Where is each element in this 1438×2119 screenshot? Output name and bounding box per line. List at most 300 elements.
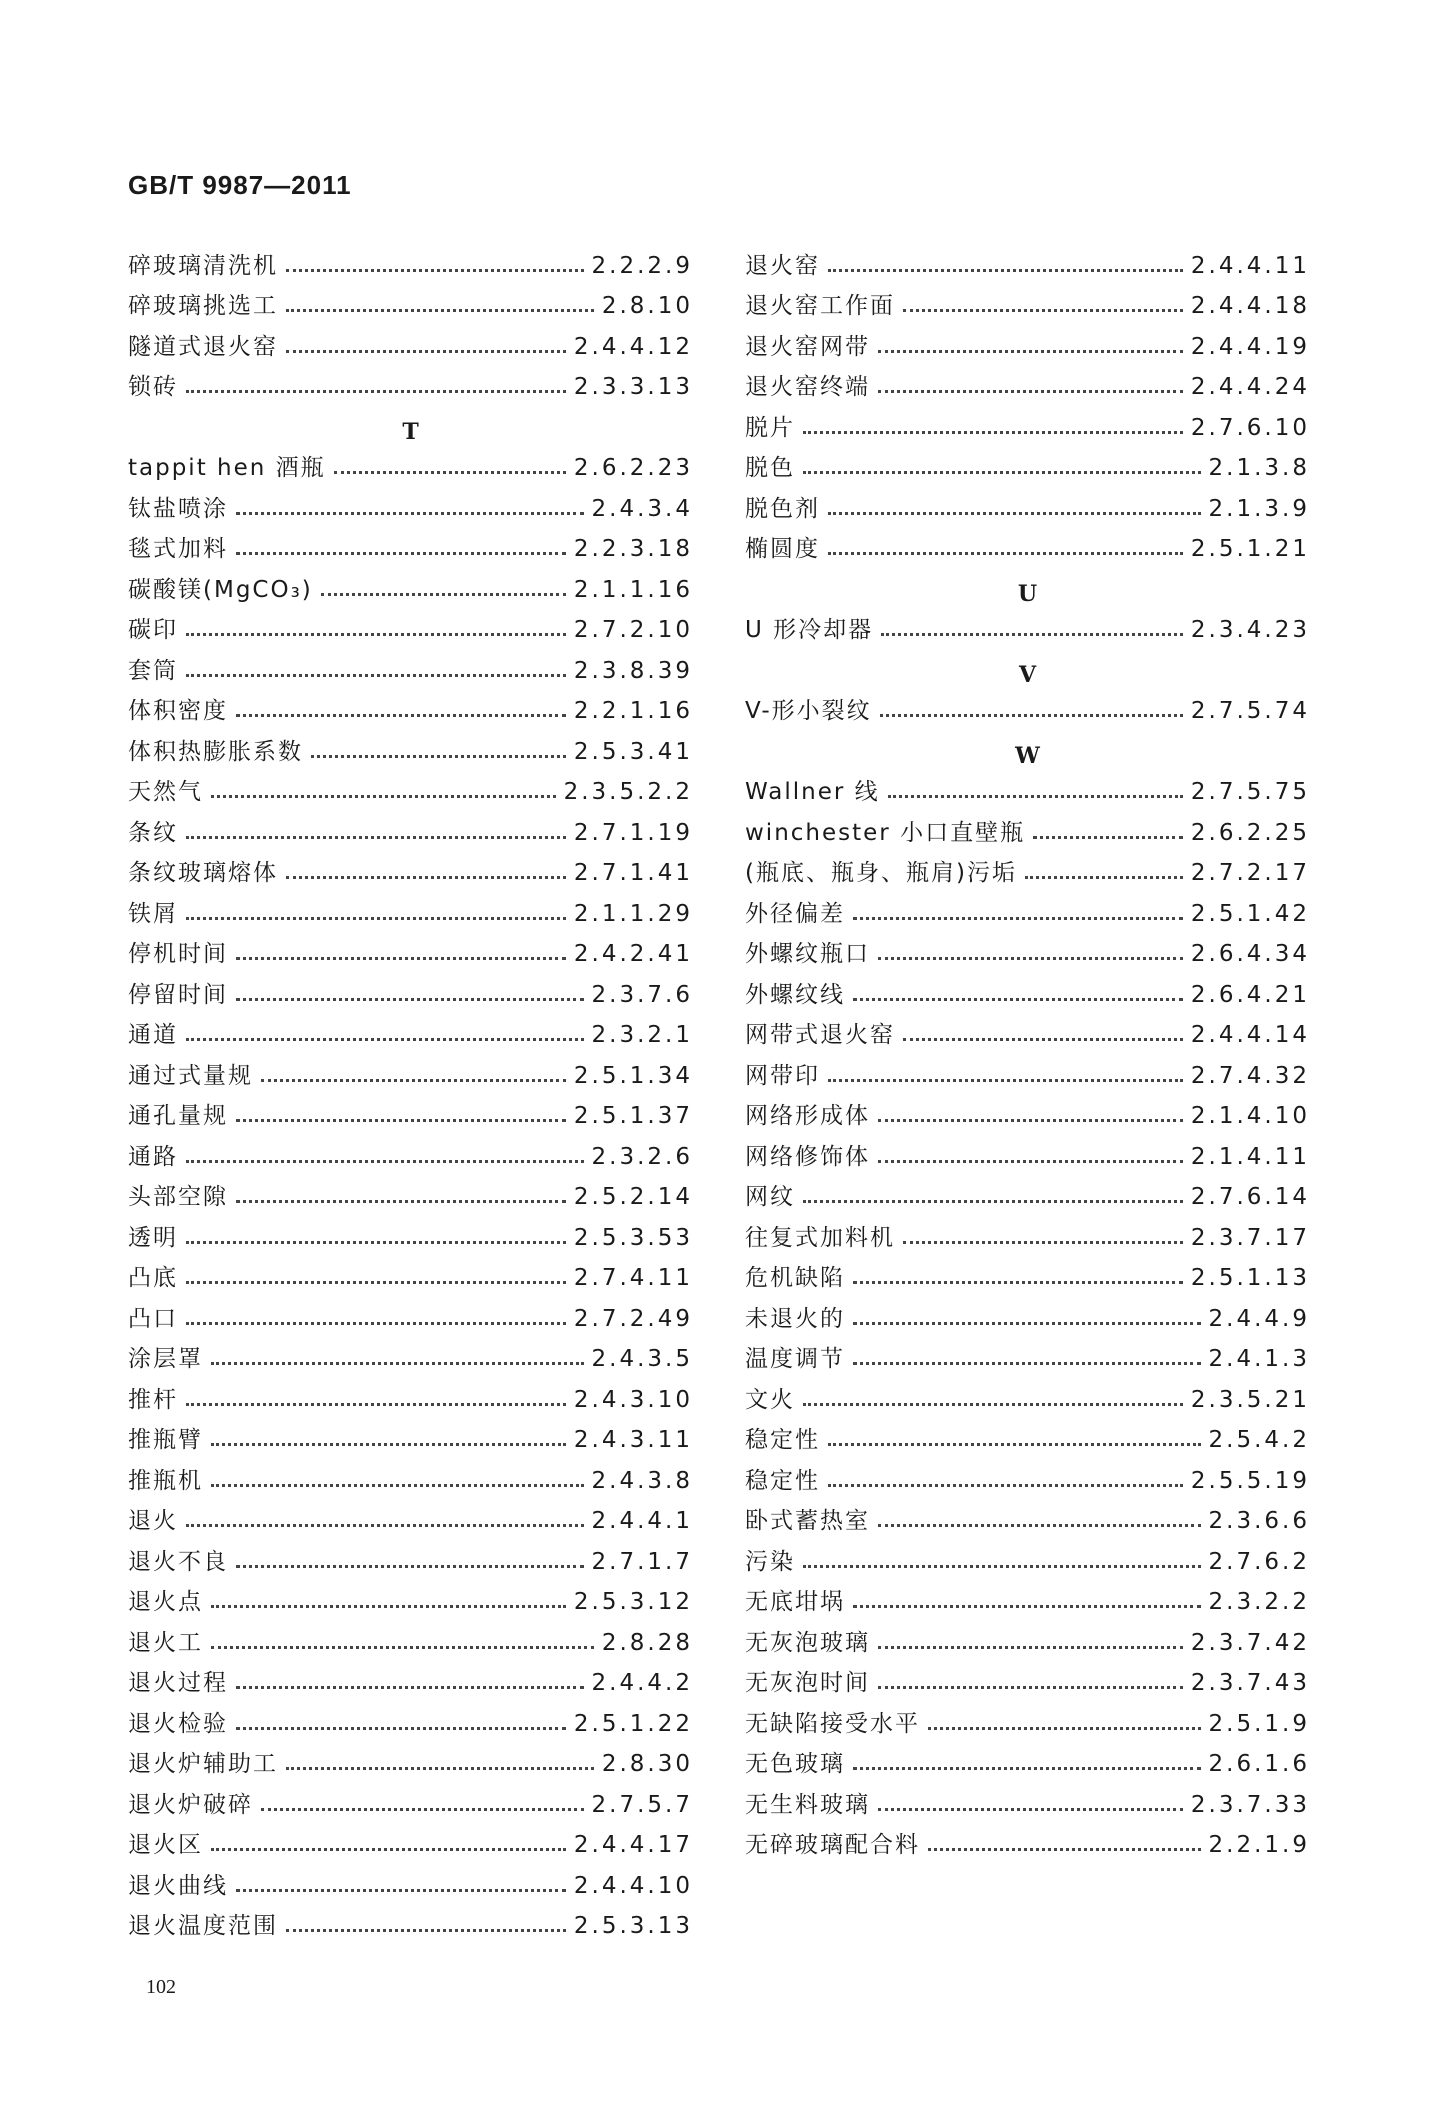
- index-term: 毯式加料: [128, 536, 228, 562]
- dot-leader: [828, 511, 1201, 515]
- clause-number: 2.3.4.23: [1190, 617, 1310, 643]
- index-term: 脱片: [745, 414, 795, 441]
- clause-number: 2.7.1.41: [573, 860, 693, 886]
- index-term: 文火: [745, 1386, 795, 1413]
- index-entry: [745, 321, 1310, 362]
- clause-number: 2.2.3.18: [573, 536, 693, 562]
- clause-number: 2.5.3.13: [573, 1913, 693, 1939]
- clause-number: 2.7.1.19: [573, 819, 693, 846]
- index-term: 通过式量规: [128, 1062, 253, 1089]
- dot-leader: [853, 1321, 1201, 1325]
- dot-leader: [186, 835, 566, 839]
- dot-leader: [888, 794, 1183, 798]
- index-entry: [128, 362, 693, 403]
- index-entry: [745, 483, 1310, 524]
- index-entry: [128, 483, 693, 524]
- index-entry: [745, 1253, 1310, 1294]
- clause-number: 2.8.10: [601, 293, 693, 319]
- clause-number: 2.7.4.11: [573, 1265, 693, 1291]
- dot-leader: [236, 511, 584, 515]
- index-entry: [745, 1536, 1310, 1577]
- index-term: winchester 小口直壁瓶: [745, 819, 1026, 846]
- index-column-right: [745, 240, 1310, 1860]
- dot-leader: [186, 1037, 584, 1041]
- dot-leader: [236, 551, 566, 555]
- dot-leader: [236, 956, 566, 960]
- index-entry: [128, 645, 693, 686]
- index-column-left: [128, 240, 693, 1941]
- dot-leader: [286, 268, 584, 272]
- clause-number: 2.4.1.3: [1208, 1346, 1310, 1372]
- dot-leader: [311, 754, 566, 758]
- index-term: 凸口: [128, 1305, 178, 1332]
- dot-leader: [186, 1240, 566, 1244]
- dot-leader: [903, 1240, 1183, 1244]
- index-entry: [745, 1617, 1310, 1658]
- index-term: 退火: [128, 1508, 178, 1534]
- dot-leader: [286, 1928, 566, 1932]
- dot-leader: [853, 916, 1183, 920]
- index-entry: [128, 848, 693, 889]
- index-term: V-形小裂纹: [745, 698, 872, 724]
- clause-number: 2.3.2.1: [591, 1022, 693, 1048]
- clause-number: 2.7.5.74: [1190, 698, 1310, 724]
- index-entry: [745, 1050, 1310, 1091]
- index-entry: [128, 767, 693, 808]
- clause-number: 2.4.3.8: [591, 1467, 693, 1494]
- index-term: 退火温度范围: [128, 1913, 278, 1939]
- dot-leader: [1025, 875, 1183, 879]
- clause-number: 2.7.5.7: [591, 1791, 693, 1818]
- dot-leader: [186, 1402, 566, 1406]
- clause-number: 2.5.5.19: [1190, 1467, 1310, 1494]
- index-entry: [745, 888, 1310, 929]
- index-term: U 形冷却器: [745, 617, 874, 643]
- index-entry: [745, 281, 1310, 322]
- index-entry: [745, 402, 1310, 443]
- clause-number: 2.7.2.17: [1190, 860, 1310, 886]
- clause-number: 2.3.7.42: [1190, 1629, 1310, 1656]
- dot-leader: [186, 1523, 584, 1527]
- clause-number: 2.3.2.6: [591, 1143, 693, 1170]
- index-entry: [745, 969, 1310, 1010]
- dot-leader: [803, 1199, 1183, 1203]
- clause-number: 2.2.1.9: [1208, 1832, 1310, 1858]
- index-entry: [128, 1172, 693, 1213]
- index-term: 退火过程: [128, 1670, 228, 1696]
- index-entry: [745, 1658, 1310, 1699]
- index-term: 碳印: [128, 617, 178, 643]
- clause-number: 2.4.4.18: [1190, 293, 1310, 319]
- index-entry: [128, 1374, 693, 1415]
- clause-number: 2.1.1.29: [573, 900, 693, 927]
- clause-number: 2.1.3.8: [1208, 455, 1310, 481]
- index-term: Wallner 线: [745, 779, 880, 805]
- clause-number: 2.2.2.9: [591, 252, 693, 279]
- index-term: 退火窑: [745, 252, 820, 279]
- clause-number: 2.5.3.12: [573, 1589, 693, 1615]
- dot-leader: [211, 794, 556, 798]
- clause-number: 2.3.3.13: [573, 374, 693, 400]
- dot-leader: [211, 1604, 566, 1608]
- clause-number: 2.4.3.11: [573, 1427, 693, 1453]
- index-term: 椭圆度: [745, 536, 820, 562]
- dot-leader: [828, 1078, 1183, 1082]
- index-entry: [745, 1091, 1310, 1132]
- clause-number: 2.6.2.23: [573, 455, 693, 481]
- index-entry: [745, 1820, 1310, 1861]
- index-entry: [128, 281, 693, 322]
- dot-leader: [878, 1645, 1183, 1649]
- index-term: 头部空隙: [128, 1184, 228, 1210]
- dot-leader: [853, 1766, 1201, 1770]
- dot-leader: [903, 308, 1183, 312]
- dot-leader: [878, 956, 1183, 960]
- index-term: 未退火的: [745, 1305, 845, 1332]
- dot-leader: [853, 1604, 1201, 1608]
- dot-leader: [286, 349, 566, 353]
- clause-number: 2.1.1.16: [573, 576, 693, 603]
- index-term: 退火不良: [128, 1548, 228, 1575]
- index-entry: [128, 1293, 693, 1334]
- index-term: 通道: [128, 1022, 178, 1048]
- index-entry: [745, 1374, 1310, 1415]
- clause-number: 2.6.4.21: [1190, 981, 1310, 1008]
- index-entry: [128, 1860, 693, 1901]
- page-number: 102: [146, 1976, 176, 1998]
- index-term: 推瓶机: [128, 1467, 203, 1494]
- index-entry: [128, 969, 693, 1010]
- dot-leader: [286, 1766, 594, 1770]
- index-entry: [745, 1455, 1310, 1496]
- dot-leader: [211, 1645, 594, 1649]
- clause-number: 2.4.2.41: [573, 941, 693, 967]
- index-term: 退火检验: [128, 1710, 228, 1737]
- clause-number: 2.3.7.17: [1190, 1224, 1310, 1251]
- index-entry: [128, 1334, 693, 1375]
- index-term: 退火窑工作面: [745, 293, 895, 319]
- index-entry: [128, 1658, 693, 1699]
- clause-number: 2.6.1.6: [1208, 1751, 1310, 1777]
- index-term: 体积密度: [128, 698, 228, 724]
- index-entry: [745, 240, 1310, 281]
- index-entry: [745, 362, 1310, 403]
- clause-number: 2.1.4.10: [1190, 1103, 1310, 1129]
- dot-leader: [878, 389, 1183, 393]
- page-header: GB/T 9987—2011: [128, 170, 352, 200]
- dot-leader: [261, 1078, 566, 1082]
- dot-leader: [1033, 835, 1183, 839]
- dot-leader: [236, 1726, 566, 1730]
- dot-leader: [828, 1483, 1183, 1487]
- dot-leader: [211, 1442, 566, 1446]
- clause-number: 2.4.4.14: [1190, 1022, 1310, 1048]
- index-entry: [745, 1293, 1310, 1334]
- index-term: 铁屑: [128, 900, 178, 927]
- index-entry: [745, 1131, 1310, 1172]
- index-term: 天然气: [128, 779, 203, 805]
- index-entry: [128, 605, 693, 646]
- clause-number: 2.3.8.39: [573, 657, 693, 684]
- index-term: 套筒: [128, 657, 178, 684]
- clause-number: 2.4.4.2: [591, 1670, 693, 1696]
- clause-number: 2.7.2.10: [573, 617, 693, 643]
- index-term: 污染: [745, 1548, 795, 1575]
- index-term: 锁砖: [128, 374, 178, 400]
- dot-leader: [853, 1280, 1183, 1284]
- index-term: 卧式蓄热室: [745, 1508, 870, 1534]
- dot-leader: [881, 632, 1183, 636]
- dot-leader: [236, 1564, 584, 1568]
- clause-number: 2.7.6.14: [1190, 1184, 1310, 1210]
- index-entry: [128, 1212, 693, 1253]
- index-entry: [128, 726, 693, 767]
- clause-number: 2.4.4.12: [573, 333, 693, 360]
- index-entry: [128, 1901, 693, 1942]
- dot-leader: [186, 1280, 566, 1284]
- index-term: 稳定性: [745, 1427, 820, 1453]
- index-entry: [128, 443, 693, 484]
- dot-leader: [236, 713, 566, 717]
- index-entry: [128, 1698, 693, 1739]
- index-entry: [128, 1779, 693, 1820]
- index-entry: [128, 564, 693, 605]
- index-term: 停留时间: [128, 981, 228, 1008]
- index-entry: [745, 807, 1310, 848]
- index-term: 退火曲线: [128, 1872, 228, 1899]
- index-entry: [128, 524, 693, 565]
- index-term: 推杆: [128, 1386, 178, 1413]
- clause-number: 2.4.3.10: [573, 1386, 693, 1413]
- dot-leader: [211, 1847, 566, 1851]
- index-term: (瓶底、瓶身、瓶肩)污垢: [745, 860, 1017, 886]
- index-term: 外径偏差: [745, 900, 845, 927]
- index-term: 温度调节: [745, 1346, 845, 1372]
- index-term: 退火窑网带: [745, 333, 870, 360]
- dot-leader: [878, 1159, 1183, 1163]
- dot-leader: [878, 1523, 1201, 1527]
- index-entry: [128, 1496, 693, 1537]
- clause-number: 2.5.1.21: [1190, 536, 1310, 562]
- index-term: 退火窑终端: [745, 374, 870, 400]
- clause-number: 2.4.4.9: [1208, 1305, 1310, 1332]
- dot-leader: [828, 268, 1183, 272]
- dot-leader: [236, 1685, 584, 1689]
- index-entry: [128, 1131, 693, 1172]
- clause-number: 2.7.5.75: [1190, 779, 1310, 805]
- index-term: 体积热膨胀系数: [128, 738, 303, 765]
- clause-number: 2.7.1.7: [591, 1548, 693, 1575]
- index-term: 外螺纹瓶口: [745, 941, 870, 967]
- clause-number: 2.5.1.37: [573, 1103, 693, 1129]
- clause-number: 2.7.4.32: [1190, 1062, 1310, 1089]
- clause-number: 2.4.4.19: [1190, 333, 1310, 360]
- index-term: 退火区: [128, 1832, 203, 1858]
- index-entry: [128, 1415, 693, 1456]
- dot-leader: [211, 1483, 584, 1487]
- index-term: 通孔量规: [128, 1103, 228, 1129]
- dot-leader: [803, 430, 1183, 434]
- index-term: 脱色: [745, 455, 795, 481]
- dot-leader: [286, 308, 594, 312]
- index-term: 退火工: [128, 1629, 203, 1656]
- dot-leader: [186, 1321, 566, 1325]
- dot-leader: [803, 1564, 1201, 1568]
- dot-leader: [803, 470, 1201, 474]
- clause-number: 2.5.1.9: [1208, 1710, 1310, 1737]
- index-term: 推瓶臂: [128, 1427, 203, 1453]
- clause-number: 2.3.5.2.2: [563, 779, 693, 805]
- clause-number: 2.5.4.2: [1208, 1427, 1310, 1453]
- index-entry: [745, 605, 1310, 646]
- index-term: 无生料玻璃: [745, 1791, 870, 1818]
- clause-number: 2.4.4.1: [591, 1508, 693, 1534]
- index-term: 网纹: [745, 1184, 795, 1210]
- index-entry: [128, 807, 693, 848]
- index-entry: [128, 1617, 693, 1658]
- dot-leader: [853, 997, 1183, 1001]
- index-entry: [745, 1577, 1310, 1618]
- index-entry: [128, 686, 693, 727]
- index-entry: [128, 1050, 693, 1091]
- index-term: 稳定性: [745, 1467, 820, 1494]
- section-letter: W: [1015, 743, 1040, 769]
- clause-number: 2.4.4.11: [1190, 252, 1310, 279]
- index-entry: [745, 1779, 1310, 1820]
- index-term: 凸底: [128, 1265, 178, 1291]
- dot-leader: [928, 1847, 1201, 1851]
- index-term: 无缺陷接受水平: [745, 1710, 920, 1737]
- clause-number: 2.5.1.42: [1190, 900, 1310, 927]
- clause-number: 2.4.4.17: [573, 1832, 693, 1858]
- clause-number: 2.5.3.53: [573, 1224, 693, 1251]
- dot-leader: [878, 1118, 1183, 1122]
- index-entry: [745, 1172, 1310, 1213]
- clause-number: 2.3.6.6: [1208, 1508, 1310, 1534]
- index-entry: [745, 1334, 1310, 1375]
- index-term: 隧道式退火窑: [128, 333, 278, 360]
- index-term: 无灰泡时间: [745, 1670, 870, 1696]
- index-term: 透明: [128, 1224, 178, 1251]
- index-term: 危机缺陷: [745, 1265, 845, 1291]
- dot-leader: [878, 1807, 1183, 1811]
- index-term: tappit hen 酒瓶: [128, 455, 326, 481]
- dot-leader: [261, 1807, 584, 1811]
- index-entry: [128, 1010, 693, 1051]
- clause-number: 2.7.6.2: [1208, 1548, 1310, 1575]
- index-entry: [128, 1820, 693, 1861]
- index-entry: [128, 321, 693, 362]
- index-term: 停机时间: [128, 941, 228, 967]
- clause-number: 2.6.4.34: [1190, 941, 1310, 967]
- index-term: 退火点: [128, 1589, 203, 1615]
- index-entry: [128, 1536, 693, 1577]
- index-entry: [745, 1739, 1310, 1780]
- index-entry: [128, 1739, 693, 1780]
- clause-number: 2.5.1.13: [1190, 1265, 1310, 1291]
- dot-leader: [903, 1037, 1183, 1041]
- dot-leader: [186, 1159, 584, 1163]
- clause-number: 2.6.2.25: [1190, 819, 1310, 846]
- clause-number: 2.3.7.43: [1190, 1670, 1310, 1696]
- index-entry: [128, 1455, 693, 1496]
- index-entry: [128, 1253, 693, 1294]
- clause-number: 2.1.4.11: [1190, 1143, 1310, 1170]
- index-entry: [745, 1496, 1310, 1537]
- index-term: 网络形成体: [745, 1103, 870, 1129]
- index-entry: [128, 929, 693, 970]
- index-term: 脱色剂: [745, 495, 820, 522]
- dot-leader: [928, 1726, 1201, 1730]
- dot-leader: [236, 1888, 566, 1892]
- index-term: 网带印: [745, 1062, 820, 1089]
- index-entry: [745, 929, 1310, 970]
- index-term: 涂层罩: [128, 1346, 203, 1372]
- index-term: 碎玻璃清洗机: [128, 252, 278, 279]
- clause-number: 2.5.3.41: [573, 738, 693, 765]
- index-entry: [128, 1577, 693, 1618]
- dot-leader: [211, 1361, 584, 1365]
- index-term: 钛盐喷涂: [128, 495, 228, 522]
- index-entry: [745, 1415, 1310, 1456]
- index-entry: [128, 240, 693, 281]
- clause-number: 2.4.3.4: [591, 495, 693, 522]
- index-entry: [745, 767, 1310, 808]
- clause-number: 2.5.1.34: [573, 1062, 693, 1089]
- index-term: 退火炉破碎: [128, 1791, 253, 1818]
- index-term: 通路: [128, 1143, 178, 1170]
- index-term: 网带式退火窑: [745, 1022, 895, 1048]
- dot-leader: [236, 1118, 566, 1122]
- index-term: 条纹: [128, 819, 178, 846]
- clause-number: 2.4.4.24: [1190, 374, 1310, 400]
- index-term: 退火炉辅助工: [128, 1751, 278, 1777]
- dot-leader: [803, 1402, 1183, 1406]
- dot-leader: [334, 470, 566, 474]
- index-entry: [128, 1091, 693, 1132]
- index-entry: [745, 1698, 1310, 1739]
- index-term: 碎玻璃挑选工: [128, 293, 278, 319]
- section-letter: V: [1018, 662, 1037, 688]
- clause-number: 2.3.7.33: [1190, 1791, 1310, 1818]
- clause-number: 2.8.30: [601, 1751, 693, 1777]
- dot-leader: [853, 1361, 1201, 1365]
- index-term: 无色玻璃: [745, 1751, 845, 1777]
- index-entry: [745, 524, 1310, 565]
- dot-leader: [286, 875, 566, 879]
- index-entry: [745, 848, 1310, 889]
- clause-number: 2.1.3.9: [1208, 495, 1310, 522]
- clause-number: 2.4.4.10: [573, 1872, 693, 1899]
- index-entry: [745, 1010, 1310, 1051]
- dot-leader: [878, 349, 1183, 353]
- section-letter: T: [402, 419, 419, 445]
- index-term: 往复式加料机: [745, 1224, 895, 1251]
- dot-leader: [236, 997, 584, 1001]
- index-entry: [745, 443, 1310, 484]
- dot-leader: [880, 713, 1183, 717]
- clause-number: 2.3.7.6: [591, 981, 693, 1008]
- clause-number: 2.5.1.22: [573, 1710, 693, 1737]
- index-entry: [128, 888, 693, 929]
- index-term: 碳酸镁(MgCO₃): [128, 576, 313, 603]
- index-term: 无灰泡玻璃: [745, 1629, 870, 1656]
- index-term: 条纹玻璃熔体: [128, 860, 278, 886]
- dot-leader: [828, 1442, 1201, 1446]
- index-entry: [745, 1212, 1310, 1253]
- clause-number: 2.8.28: [601, 1629, 693, 1656]
- index-term: 无底坩埚: [745, 1589, 845, 1615]
